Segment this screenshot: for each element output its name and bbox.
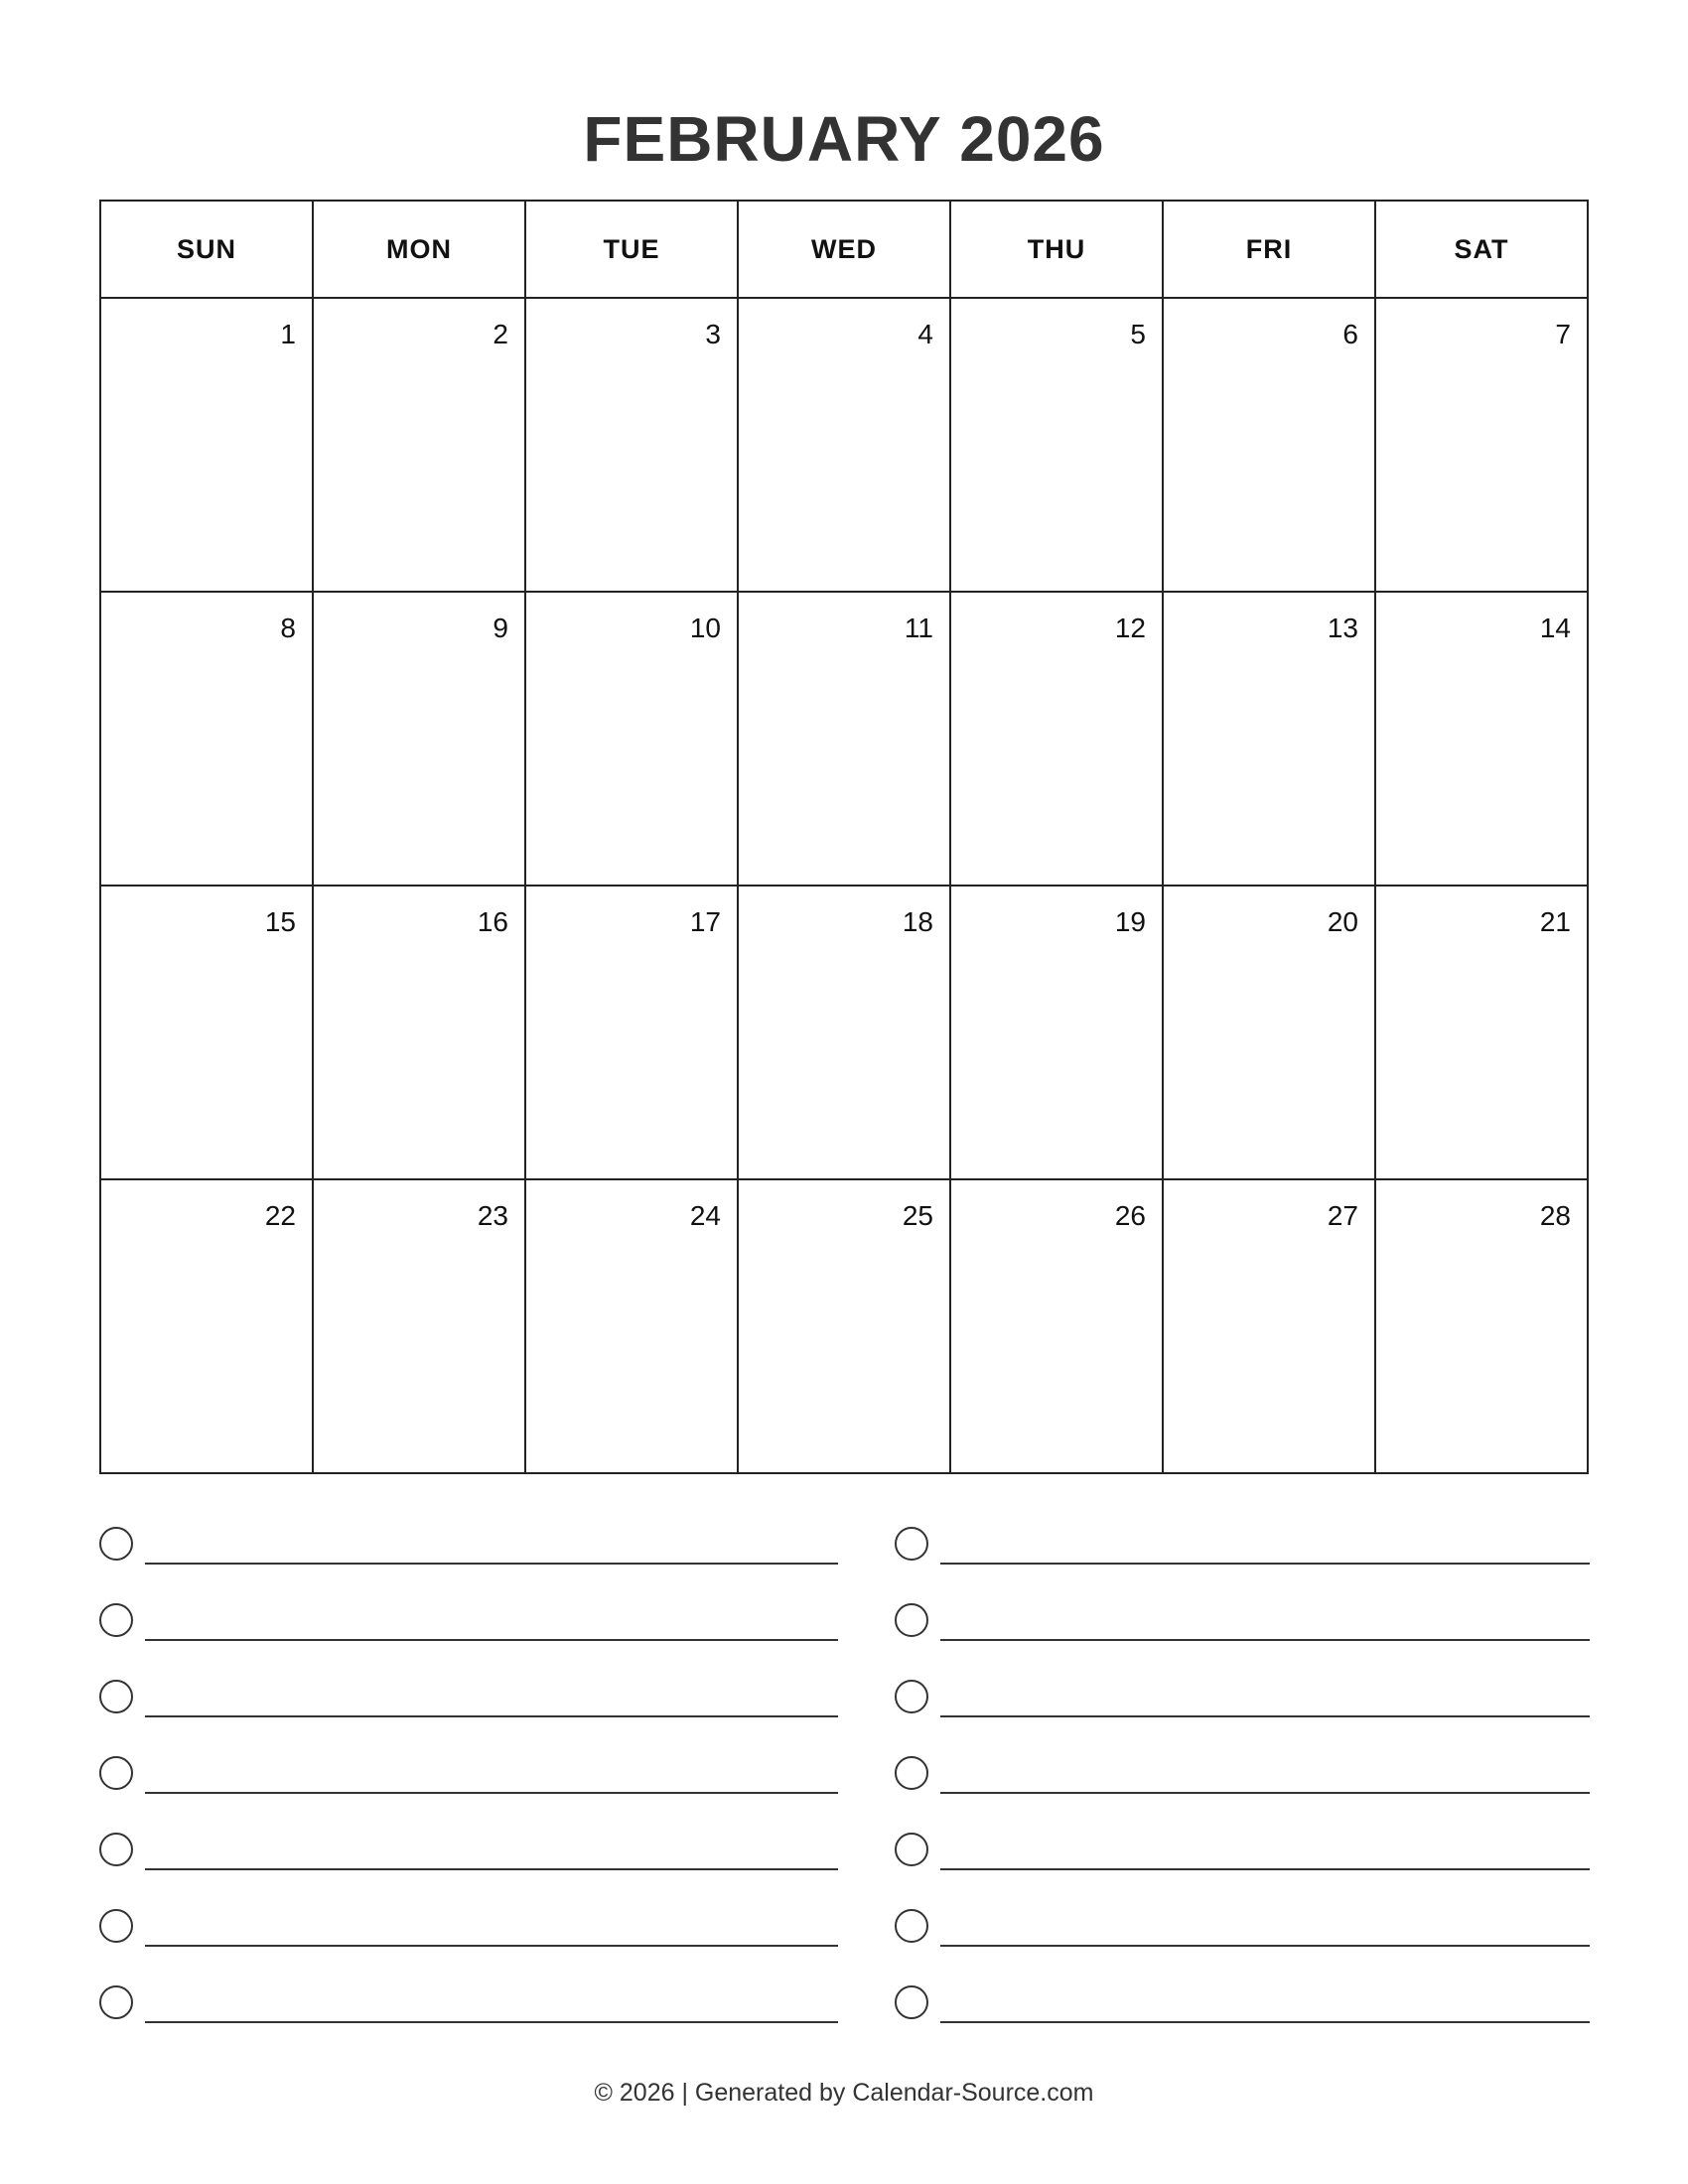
todo-item — [895, 1752, 1590, 1829]
todo-item — [99, 1599, 838, 1676]
checkbox-circle-icon[interactable] — [895, 1985, 928, 2019]
day-cell — [1164, 887, 1376, 1178]
todo-item — [99, 1981, 838, 2058]
todo-write-line — [940, 1945, 1590, 1947]
todo-write-line — [940, 2021, 1590, 2023]
checkbox-circle-icon[interactable] — [895, 1527, 928, 1561]
todo-write-line — [145, 1945, 838, 1947]
todo-item — [895, 1905, 1590, 1981]
weekday-header-row — [101, 202, 1587, 299]
day-cell — [951, 1180, 1164, 1472]
day-number: 24 — [689, 1200, 721, 1231]
weekday-thu: THU — [951, 202, 1164, 297]
todo-write-line — [940, 1792, 1590, 1794]
day-cell — [951, 887, 1164, 1178]
day-number: 25 — [902, 1200, 933, 1231]
day-number: 4 — [917, 319, 933, 349]
day-cell — [101, 299, 314, 591]
day-cell — [526, 299, 739, 591]
page-title: FEBRUARY 2026 — [583, 103, 1105, 175]
weekday-sun: SUN — [101, 202, 314, 297]
checkbox-circle-icon[interactable] — [895, 1833, 928, 1866]
calendar-grid — [99, 200, 1589, 1474]
weekday-wed: WED — [739, 202, 951, 297]
todo-list-right — [895, 1523, 1590, 2058]
day-cell — [1376, 887, 1587, 1178]
todo-item — [895, 1523, 1590, 1599]
todo-write-line — [145, 1868, 838, 1870]
day-number: 8 — [280, 613, 296, 643]
todo-item — [895, 1981, 1590, 2058]
weeks-container — [101, 299, 1587, 1472]
checkbox-circle-icon[interactable] — [895, 1680, 928, 1713]
day-cell — [1164, 593, 1376, 885]
week-row-1 — [101, 299, 1587, 593]
weekday-fri: FRI — [1164, 202, 1376, 297]
day-cell — [1164, 1180, 1376, 1472]
day-cell — [739, 299, 951, 591]
weekday-mon: MON — [314, 202, 526, 297]
checkbox-circle-icon[interactable] — [99, 1527, 133, 1561]
todo-write-line — [940, 1639, 1590, 1641]
day-number: 26 — [1114, 1200, 1146, 1231]
day-cell — [951, 593, 1164, 885]
todo-write-line — [145, 1715, 838, 1717]
day-number: 13 — [1327, 613, 1358, 643]
day-cell — [314, 299, 526, 591]
day-number: 5 — [1130, 319, 1146, 349]
day-number: 14 — [1539, 613, 1571, 643]
day-number: 6 — [1342, 319, 1358, 349]
day-number: 16 — [477, 906, 508, 937]
day-number: 15 — [264, 906, 296, 937]
checkbox-circle-icon[interactable] — [895, 1756, 928, 1790]
todo-item — [99, 1523, 838, 1599]
day-number: 10 — [689, 613, 721, 643]
day-cell — [526, 593, 739, 885]
week-row-4 — [101, 1180, 1587, 1472]
day-cell — [739, 593, 951, 885]
todo-item — [895, 1599, 1590, 1676]
todo-item — [99, 1752, 838, 1829]
todo-write-line — [145, 1563, 838, 1565]
todo-write-line — [940, 1715, 1590, 1717]
todo-write-line — [145, 2021, 838, 2023]
day-cell — [739, 887, 951, 1178]
todo-item — [99, 1676, 838, 1752]
day-number: 1 — [280, 319, 296, 349]
day-cell — [101, 887, 314, 1178]
day-cell — [1376, 299, 1587, 591]
day-cell — [1164, 299, 1376, 591]
todo-item — [99, 1829, 838, 1905]
todo-write-line — [145, 1639, 838, 1641]
todo-write-line — [940, 1868, 1590, 1870]
day-number: 22 — [264, 1200, 296, 1231]
day-number: 18 — [902, 906, 933, 937]
day-number: 21 — [1539, 906, 1571, 937]
todo-item — [895, 1829, 1590, 1905]
day-cell — [526, 887, 739, 1178]
day-number: 19 — [1114, 906, 1146, 937]
checkbox-circle-icon[interactable] — [99, 1603, 133, 1637]
checkbox-circle-icon[interactable] — [895, 1909, 928, 1943]
todo-item — [895, 1676, 1590, 1752]
todo-write-line — [940, 1563, 1590, 1565]
day-number: 20 — [1327, 906, 1358, 937]
checkbox-circle-icon[interactable] — [99, 1833, 133, 1866]
checkbox-circle-icon[interactable] — [99, 1985, 133, 2019]
week-row-2 — [101, 593, 1587, 887]
week-row-3 — [101, 887, 1587, 1180]
day-cell — [314, 1180, 526, 1472]
checkbox-circle-icon[interactable] — [99, 1909, 133, 1943]
weekday-sat: SAT — [1454, 233, 1509, 264]
day-cell — [526, 1180, 739, 1472]
checkbox-circle-icon[interactable] — [99, 1680, 133, 1713]
day-number: 2 — [492, 319, 508, 349]
todo-list-left — [99, 1523, 838, 2058]
weekday-tue: TUE — [526, 202, 739, 297]
day-number: 23 — [477, 1200, 508, 1231]
day-number: 7 — [1555, 319, 1571, 349]
day-cell — [1376, 1180, 1587, 1472]
day-cell — [314, 593, 526, 885]
day-cell — [951, 299, 1164, 591]
day-cell — [739, 1180, 951, 1472]
todo-write-line — [145, 1792, 838, 1794]
day-number: 17 — [689, 906, 721, 937]
day-number: 28 — [1539, 1200, 1571, 1231]
day-number: 12 — [1114, 613, 1146, 643]
checkbox-circle-icon[interactable] — [895, 1603, 928, 1637]
day-cell — [101, 1180, 314, 1472]
day-number: 11 — [904, 613, 933, 643]
day-number: 9 — [492, 613, 508, 643]
day-cell — [101, 593, 314, 885]
day-number: 3 — [705, 319, 721, 349]
todo-item — [99, 1905, 838, 1981]
checkbox-circle-icon[interactable] — [99, 1756, 133, 1790]
day-cell — [314, 887, 526, 1178]
footer-credit: © 2026 | Generated by Calendar-Source.com — [594, 2079, 1094, 2107]
day-number: 27 — [1327, 1200, 1358, 1231]
day-cell — [1376, 593, 1587, 885]
